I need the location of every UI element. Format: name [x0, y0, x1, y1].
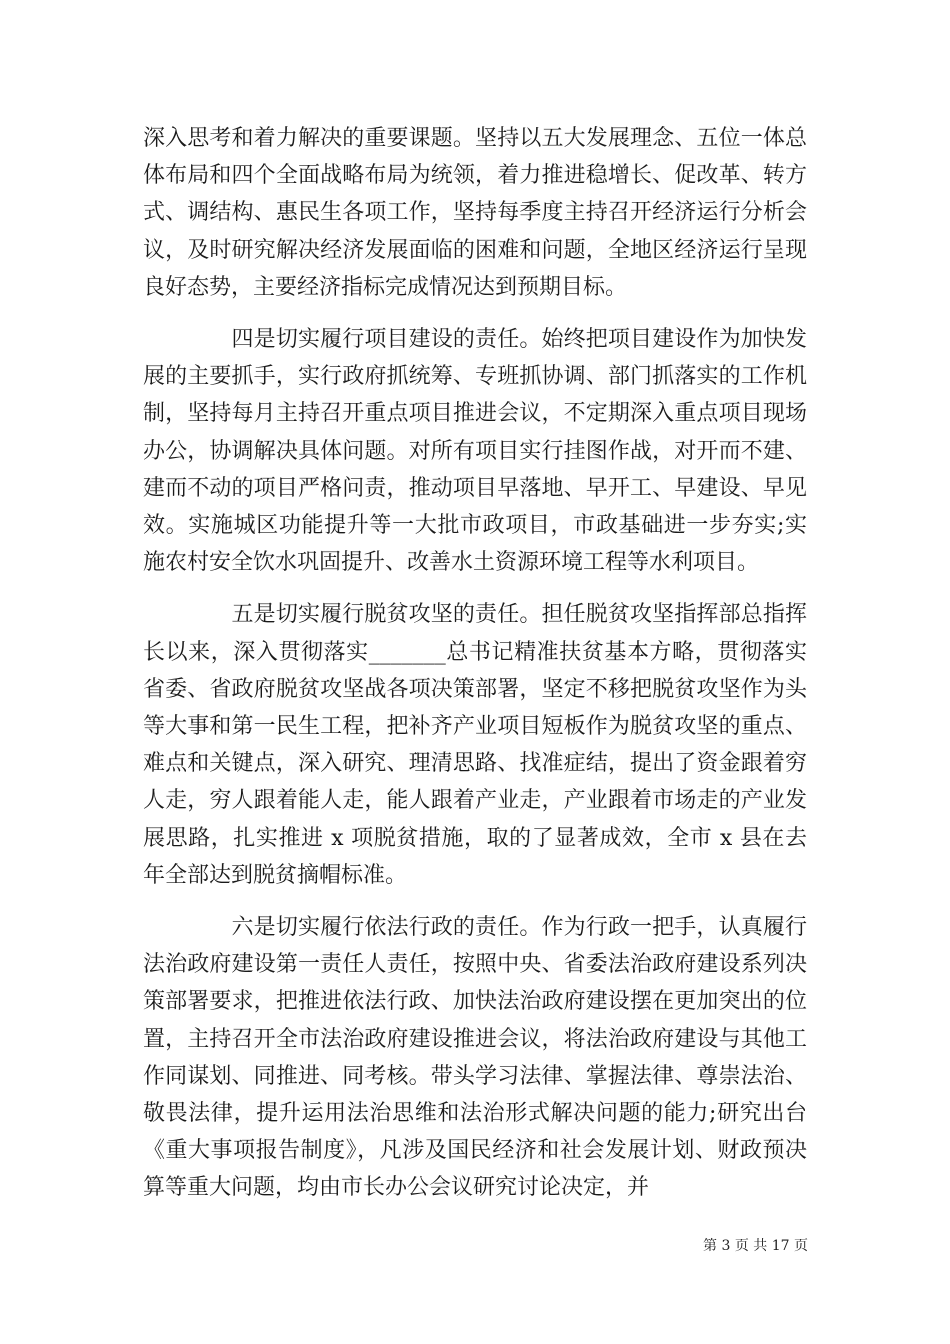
paragraph-intro: 深入思考和着力解决的重要课题。坚持以五大发展理念、五位一体总体布局和四个全面战略布局为统领，着力推进稳增长、促改革、转方式、调结构、惠民生各项工作，坚持每季度主持召开经济运行分析会议，及时研究解决经济发展面临的困难和问题，全地区经济运行呈现良好态势，主要经济指标完成情况达到预期目标。	[143, 126, 807, 300]
page-number-footer: 第 3 页 共 17 页	[703, 1238, 808, 1254]
document-body	[143, 120, 807, 1222]
paragraph-poverty-alleviation: 五是切实履行脱贫攻坚的责任。担任脱贫攻坚指挥部总指挥长以来，深入贯彻落实_______总书记精准扶贫基本方略，贯彻落实省委、省政府脱贫攻坚战各项决策部署，坚定不移把脱贫攻坚作为头等大事和第一民生工程，把补齐产业项目短板作为脱贫攻坚的重点、难点和关键点，深入研究、理清思路、找准症结，提出了资金跟着穷人走，穷人跟着能人走，能人跟着产业走，产业跟着市场走的产业发展思路，扎实推进 x 项脱贫措施，取的了显著成效，全市 x 县在去年全部达到脱贫摘帽标准。	[143, 602, 807, 888]
paragraph-rule-of-law: 六是切实履行依法行政的责任。作为行政一把手，认真履行法治政府建设第一责任人责任，按照中央、省委法治政府建设系列决策部署要求，把推进依法行政、加快法治政府建设摆在更加突出的位置，主持召开全市法治政府建设推进会议，将法治政府建设与其他工作同谋划、同推进、同考核。带头学习法律、掌握法律、尊崇法治、敬畏法律，提升运用法治思维和法治形式解决问题的能力;研究出台《重大事项报告制度》，凡涉及国民经济和社会发展计划、财政预决算等重大问题，均由市长办公会议研究讨论决定，并	[143, 915, 807, 1201]
paragraph-project-construction: 四是切实履行项目建设的责任。始终把项目建设作为加快发展的主要抓手，实行政府抓统筹、专班抓协调、部门抓落实的工作机制，坚持每月主持召开重点项目推进会议，不定期深入重点项目现场办公，协调解决具体问题。对所有项目实行挂图作战，对开而不建、建而不动的项目严格问责，推动项目早落地、早开工、早建设、早见效。实施城区功能提升等一大批市政项目，市政基础进一步夯实;实施农村安全饮水巩固提升、改善水土资源环境工程等水利项目。	[143, 327, 807, 576]
